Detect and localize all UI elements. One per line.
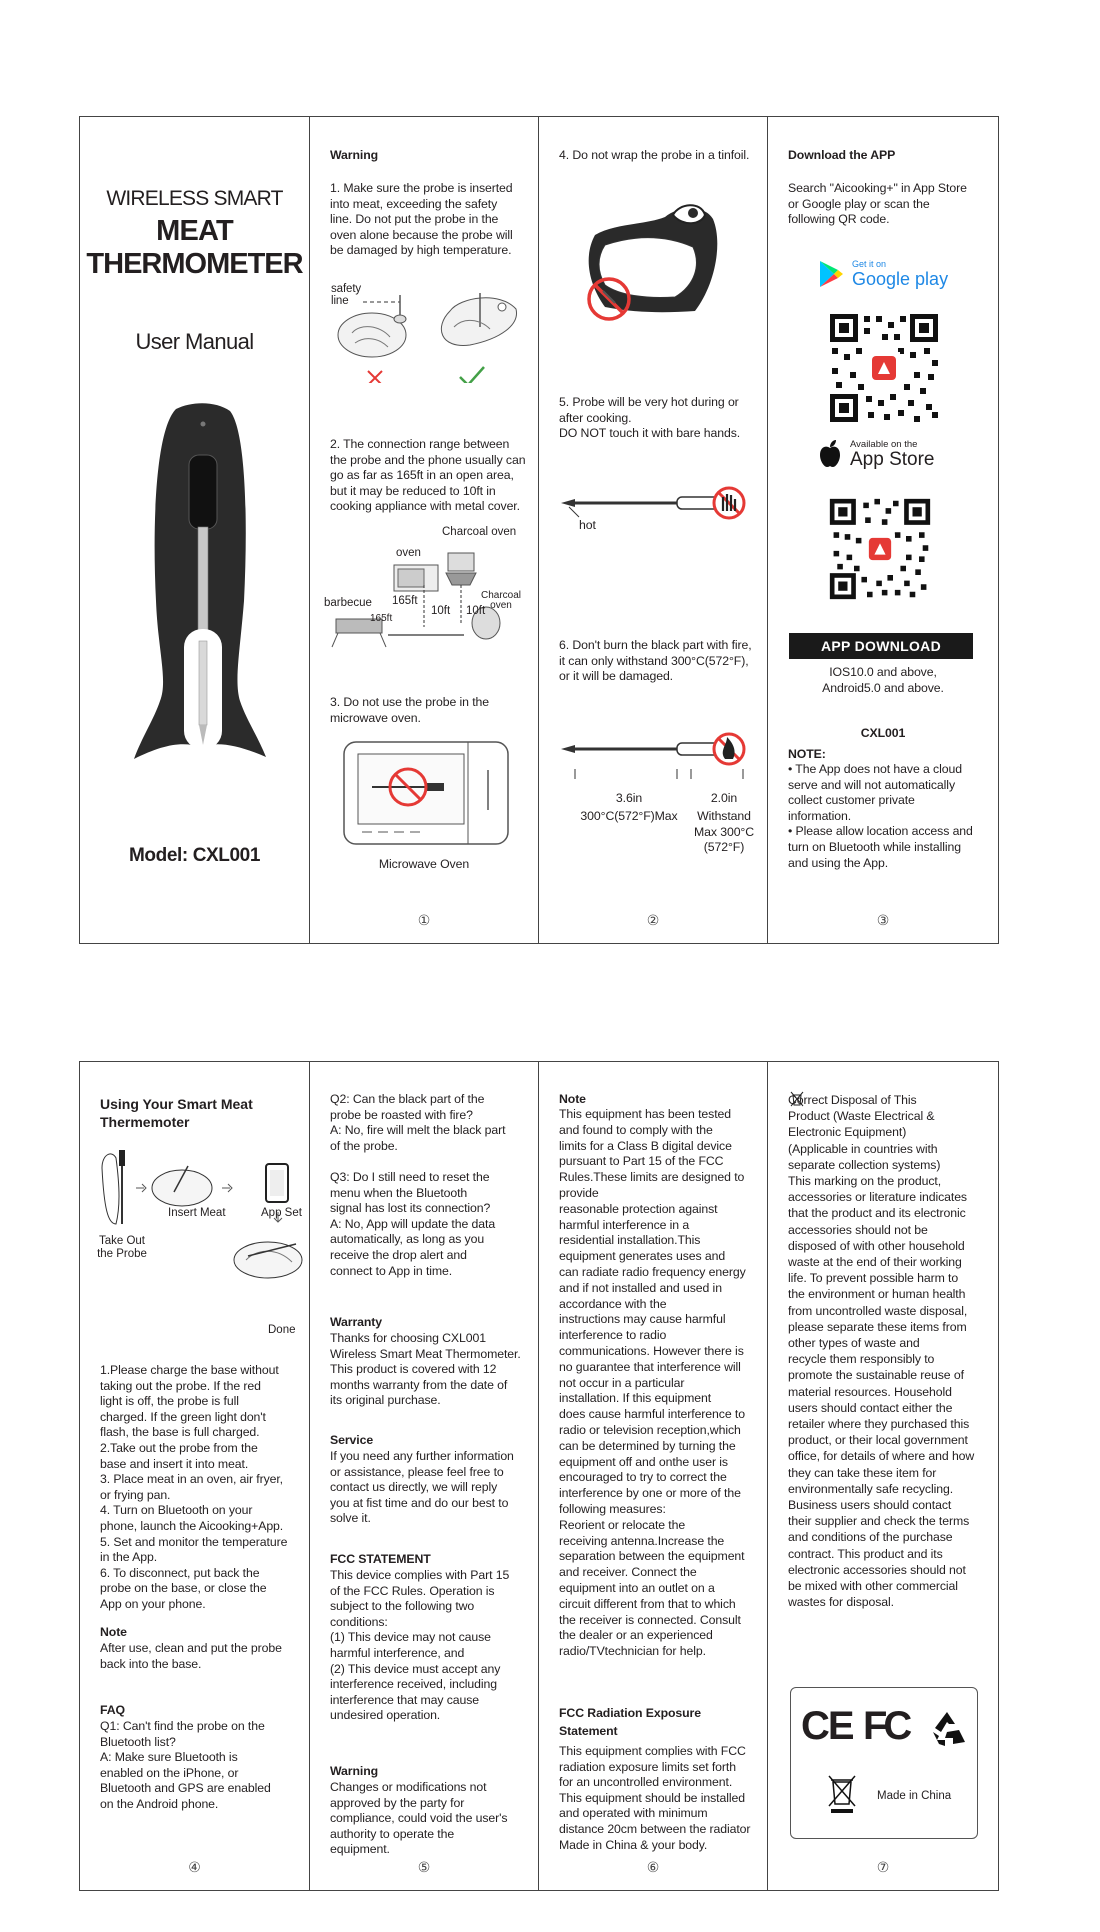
page-number-4: ④ bbox=[188, 1859, 201, 1875]
panel-1 bbox=[310, 117, 539, 943]
qr-code-google-play[interactable] bbox=[828, 312, 940, 424]
app-download-banner: APP DOWNLOAD bbox=[789, 633, 973, 659]
google-play-text: Google play bbox=[852, 269, 949, 289]
page-number-1: ① bbox=[417, 912, 431, 928]
download-heading: Download the APP bbox=[788, 148, 896, 162]
range-10ft-label-2: 10ft bbox=[466, 605, 486, 617]
safety-line-label: safety line bbox=[331, 283, 362, 307]
range-diagram bbox=[324, 527, 524, 657]
warning-item-2: 2. The connection range between the probe and the phone usually can go as far as 165ft in an open area, but it may be reduced to 10ft in cooking appliance with metal cover. bbox=[330, 437, 526, 514]
fcc-warning-body: Changes or modifications not approved by the party for compliance, could void the user's authority to operate the equipment. bbox=[330, 1780, 508, 1857]
microwave-illustration bbox=[342, 740, 510, 846]
dim-left: 3.6in bbox=[615, 791, 643, 805]
page-number-6: ⑥ bbox=[646, 1859, 660, 1875]
recycle-icon bbox=[925, 1708, 969, 1750]
service-heading: Service bbox=[330, 1433, 374, 1447]
cover-line1: WIRELESS SMART bbox=[106, 187, 283, 210]
dim-right-sub: Withstand Max 300°C (572°F) bbox=[693, 809, 755, 855]
range-10ft-label-1: 10ft bbox=[431, 605, 451, 617]
faq-heading: FAQ bbox=[100, 1703, 125, 1717]
certification-box bbox=[790, 1687, 978, 1839]
cover-line3: THERMOMETER bbox=[86, 248, 303, 280]
panel-7 bbox=[768, 1062, 998, 1890]
google-play-small: Get it on bbox=[852, 259, 887, 269]
panel-5 bbox=[310, 1062, 539, 1890]
download-instructions: Search "Aicooking+" in App Store or Google play or scan the following QR code. bbox=[788, 181, 967, 227]
range-charcoal-label-2: Charcoal oven bbox=[480, 590, 522, 611]
fc-mark: FC bbox=[863, 1704, 909, 1748]
range-oven-label: oven bbox=[396, 547, 421, 559]
apple-icon bbox=[818, 439, 842, 469]
panel-2 bbox=[539, 117, 768, 943]
hot-label: hot bbox=[579, 518, 596, 532]
cover-manual-label: User Manual bbox=[135, 329, 254, 354]
app-store-badge[interactable] bbox=[818, 437, 958, 477]
range-165ft-label-2: 165ft bbox=[370, 613, 393, 624]
fcc-note-body: This equipment has been tested and found to comply with the limits for a Class B digital device pursuant to Part 15 of the FCC Rules.These limits are designed to provide reasonable protection against harmful interference in a residential installation.This equipment generates uses and can radiate radio frequency energy and if not installed and used in accordance with the instructions may cause harmful interference to radio communications. However there is no guarantee that interference will not occur in a particular installation. If this equipment does cause harmful interference to radio or television reception,which can be determined by turning the equipment off and onthe user is encouraged to try to correct the interference by one or more of the following measures: Reorient or relocate the receiving antenna.Increase the separation between the equipment and receiver. Connect the equipment into an outlet on a circuit different from that to which the receiver is connected. Consult the dealer or an experienced radio/TVtechnician for help. bbox=[559, 1107, 746, 1659]
app-store-text: App Store bbox=[850, 449, 935, 470]
app-note-body: • The App does not have a cloud serve and will not automatically collect customer private information. • Please allow location access and turn on Bluetooth while installing and using the App. bbox=[788, 762, 973, 870]
warning-item-4: 4. Do not wrap the probe in a tinfoil. bbox=[559, 148, 750, 162]
panel-4 bbox=[80, 1062, 310, 1890]
app-requirements: IOS10.0 and above, Android5.0 and above. bbox=[822, 665, 944, 695]
faq-body-1: Q1: Can't find the probe on the Bluetooth list? A: Make sure Bluetooth is enabled on the iPhone, or Bluetooth and GPS are enabled on the Android phone. bbox=[100, 1719, 271, 1811]
warning-item-5: 5. Probe will be very hot during or after cooking. DO NOT touch it with bare hands. bbox=[559, 395, 741, 441]
app-note-heading: NOTE: bbox=[788, 747, 826, 761]
radiation-heading: FCC Radiation Exposure Statement bbox=[559, 1706, 701, 1738]
qr-code-app-store[interactable] bbox=[828, 497, 932, 601]
page-number-5: ⑤ bbox=[417, 1859, 431, 1875]
page-number-2: ② bbox=[646, 912, 660, 928]
range-charcoal-label-1: Charcoal oven bbox=[442, 526, 517, 538]
step-take-out-label: Take Out the Probe bbox=[97, 1235, 147, 1260]
hot-probe-illustration bbox=[557, 483, 757, 523]
dim-right: 2.0in bbox=[710, 791, 738, 805]
manual-sheet-front bbox=[79, 116, 999, 944]
service-body: If you need any further information or assistance, please feel free to contact us directly, we will reply you at fist time and do our best to solve it. bbox=[330, 1449, 514, 1526]
usage-heading: Using Your Smart Meat Thermemoter bbox=[100, 1096, 253, 1130]
usage-steps: 1.Please charge the base without taking out the probe. If the red light is off, the probe is full charged. If the green light don't flash, the base is full charged. 2.Take out the probe from the base and insert it into meat. 3. Place meat in an oven, air fryer, or frying pan. 4. Turn on Bluetooth on your phone, launch the Aicooking+App. 5. Set and monitor the temperature in the App. 6. To disconnect, put back the probe on the base, or close the App on your phone. bbox=[100, 1363, 288, 1611]
cover-panel bbox=[80, 117, 310, 943]
burn-probe-illustration bbox=[557, 729, 757, 779]
thermometer-illustration bbox=[128, 401, 268, 767]
faq-body-2: Q2: Can the black part of the probe be roasted with fire? A: No, fire will melt the black part of the probe. Q3: Do I still need to reset the menu when the Bluetooth signal has lost its connection? A: No, App will update the data automatically, as long as you receive the drop alert and connect to App in time. bbox=[330, 1092, 506, 1278]
step-done-label: Done bbox=[268, 1324, 296, 1336]
made-in-china: Made in China bbox=[877, 1790, 952, 1802]
manual-sheet-back bbox=[79, 1061, 999, 1891]
disposal-body: Correct Disposal of This Product (Waste Electrical & Electronic Equipment) (Applicable in countries with separate collection systems) This marking on the product, accessories or literature indicates that the product and its electronic accessories should not be disposed of with other household waste at the end of their working life. To prevent possible harm to the environment or human health from uncontrolled waste disposal, please separate these items from other types of waste and recycle them responsibly to promote the sustainable reuse of material resources. Household users should contact either the retailer where they purchased this product, or their local government office, for details of where and how they can take these item for environmentally safe recycling. Business users should contact their supplier and check the terms and conditions of the purchase contract. This product and its electronic accessories should not be mixed with other commercial wastes for disposal. bbox=[788, 1093, 975, 1610]
microwave-caption: Microwave Oven bbox=[378, 857, 470, 871]
fcc-body: This device complies with Part 15 of the FCC Rules. Operation is subject to the following two conditions: (1) This device may not cause harmful interference, and (2) This device must accept any interference received, including interference that may cause undesired operation. bbox=[330, 1568, 510, 1723]
usage-note-heading: Note bbox=[100, 1625, 127, 1639]
range-165ft-label-1: 165ft bbox=[392, 595, 418, 607]
panel-6 bbox=[539, 1062, 768, 1890]
warning-item-3: 3. Do not use the probe in the microwave oven. bbox=[330, 695, 490, 725]
usage-note-body: After use, clean and put the probe back into the base. bbox=[100, 1641, 282, 1671]
cover-title bbox=[80, 187, 309, 281]
step-app-label: App Set bbox=[261, 1207, 302, 1219]
safety-line-illustration bbox=[330, 283, 530, 383]
page-number-3: ③ bbox=[876, 912, 890, 928]
app-model: CXL001 bbox=[860, 726, 906, 740]
ce-mark: CE bbox=[801, 1704, 853, 1748]
cover-line2: MEAT bbox=[156, 215, 233, 247]
warranty-body: Thanks for choosing CXL001 Wireless Smart Meat Thermometer. This product is covered with 12 months warranty from the date of its original purchase. bbox=[330, 1331, 521, 1408]
warranty-heading: Warranty bbox=[330, 1315, 383, 1329]
page-number-7: ⑦ bbox=[876, 1859, 890, 1875]
google-play-icon bbox=[818, 259, 844, 289]
fcc-heading: FCC STATEMENT bbox=[330, 1552, 431, 1566]
app-store-small: Available on the bbox=[850, 439, 918, 450]
usage-steps-illustration bbox=[98, 1148, 308, 1298]
range-barbecue-label: barbecue bbox=[324, 597, 372, 609]
fcc-warning-heading: Warning bbox=[330, 1764, 379, 1778]
warning-item-1: 1. Make sure the probe is inserted into meat, exceeding the safety line. Do not put the probe in the oven alone because the probe will be damaged by high temperature. bbox=[330, 181, 513, 258]
warning-item-6: 6. Don't burn the black part with fire, it can only withstand 300°C(572°F), or it will be damaged. bbox=[559, 638, 752, 684]
tinfoil-illustration bbox=[575, 195, 725, 335]
radiation-body: This equipment complies with FCC radiation exposure limits set forth for an uncontrolled environment. This equipment should be installed and operated with minimum distance 20cm between the radiator Made in China & your body. bbox=[559, 1744, 751, 1852]
fcc-note-heading: Note bbox=[559, 1092, 586, 1106]
warning-heading: Warning bbox=[330, 148, 379, 162]
google-play-badge[interactable] bbox=[818, 257, 958, 297]
dim-left-sub: 300°C(572°F)Max bbox=[580, 809, 678, 823]
panel-3 bbox=[768, 117, 998, 943]
step-insert-label: Insert Meat bbox=[168, 1207, 226, 1219]
weee-bin-icon bbox=[827, 1774, 857, 1814]
cover-model: Model: CXL001 bbox=[129, 845, 260, 866]
